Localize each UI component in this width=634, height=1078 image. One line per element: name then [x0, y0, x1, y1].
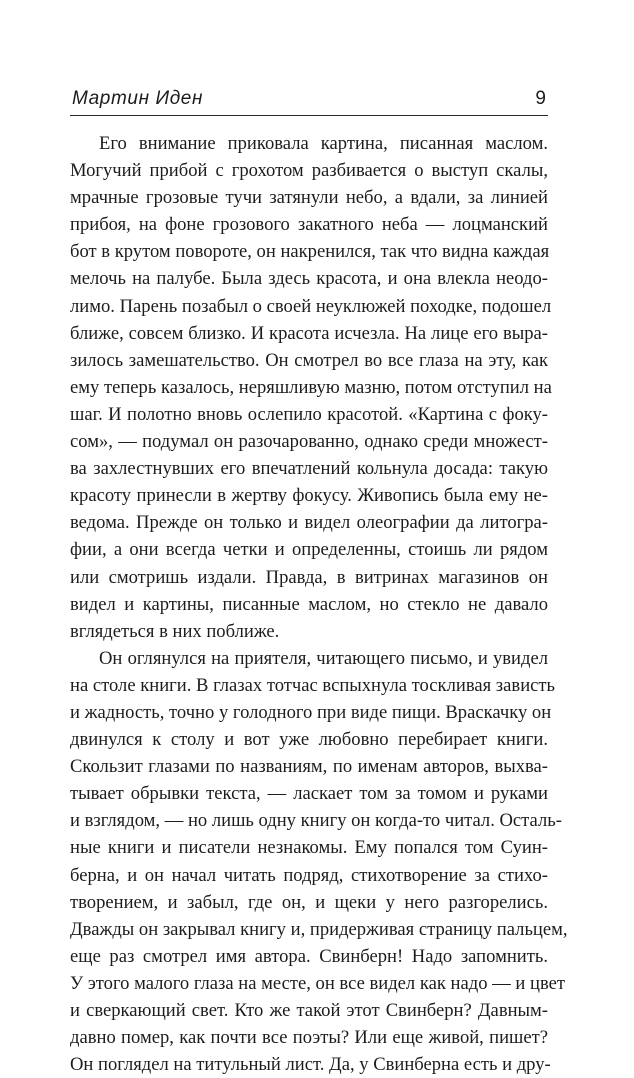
- text-line: или смотришь издали. Правда, в витринах магазинов он: [70, 566, 548, 588]
- running-head: [70, 86, 548, 114]
- paragraph: [70, 645, 568, 1078]
- text-line: Его внимание приковала картина, писанная маслом.: [99, 133, 548, 154]
- text-line: бот в крутом повороте, он накренился, так что видна каждая: [70, 241, 550, 263]
- text-line: шаг. И полотно вновь ослепило красотой. «Картина с фоку-: [70, 403, 548, 425]
- text-line: мрачные грозовые тучи затянули небо, а вдали, за линией: [70, 187, 548, 209]
- text-line: на столе книги. В глазах тотчас вспыхнула тоскливая зависть: [70, 674, 555, 696]
- text-line: и жадность, точно у голодного при виде пищи. Враскачку он: [70, 701, 552, 723]
- text-line: и взглядом, — но лишь одну книгу он когда-то читал. Осталь-: [70, 810, 562, 832]
- text-line: ему теперь казалось, неряшливую мазню, потом отступил на: [70, 376, 552, 398]
- text-line: Могучий прибой с грохотом разбивается о выступ скалы,: [70, 160, 548, 182]
- running-head-title: Мартин Иден: [72, 88, 204, 109]
- text-line: еще раз смотрел имя автора. Свинберн! Надо запомнить.: [70, 945, 548, 967]
- text-line: творением, и забыл, где он, и щеки у него разгорелись.: [70, 891, 548, 913]
- text-line: ведома. Прежде он только и видел олеографии да литогра-: [70, 512, 548, 534]
- text-line: У этого малого глаза на месте, он все видел как надо — и цвет: [70, 972, 565, 994]
- text-line: вглядеться в них поближе.: [70, 620, 280, 642]
- text-line: зилось замешательство. Он смотрел во все глаза на эту, как: [70, 349, 548, 371]
- text-line: и сверкающий свет. Кто же такой этот Свинберн? Давным-: [70, 1000, 548, 1021]
- text-line: Скользит глазами по названиям, по именам авторов, выхва-: [70, 756, 548, 778]
- text-line: ва захлестнувших его впечатлений кольнула досада: такую: [70, 458, 548, 480]
- text-line: прибоя, на фоне грозового закатного неба — лоцманский: [70, 214, 548, 236]
- text-line: лимо. Парень позабыл о своей неуклюжей походке, подошел: [70, 295, 552, 317]
- text-line: берна, и он начал читать подряд, стихотворение за стихо-: [70, 864, 548, 886]
- paragraph: [70, 130, 552, 645]
- text-line: тывает обрывки текста, — ласкает том за томом и руками: [70, 783, 548, 805]
- text-line: видел и картины, писанные маслом, но стекло не давало: [70, 593, 548, 615]
- text-line: сом», — подумал он разочарованно, однако среди множест-: [70, 431, 548, 453]
- text-line: Он поглядел на титульный лист. Да, у Свинберна есть и дру-: [70, 1054, 551, 1076]
- body-text: [70, 130, 568, 1078]
- page-number: 9: [535, 88, 546, 109]
- text-line: мелочь на палубе. Была здесь красота, и она влекла неодо-: [70, 268, 548, 290]
- text-line: ближе, совсем близко. И красота исчезла. На лице его выра-: [70, 322, 548, 344]
- text-line: давно помер, как почти все поэты? Или еще живой, пишет?: [70, 1027, 548, 1049]
- text-line: Дважды он закрывал книгу и, придерживая страницу пальцем,: [70, 918, 568, 940]
- text-line: красоту принесли в жертву фокусу. Живопись была ему не-: [70, 485, 548, 507]
- text-line: фии, а они всегда четки и определенны, стоишь ли рядом: [70, 539, 548, 561]
- text-line: Он оглянулся на приятеля, читающего письмо, и увидел: [99, 647, 548, 669]
- text-line: двинулся к столу и вот уже любовно перебирает книги.: [70, 729, 548, 751]
- text-line: ные книги и писатели незнакомы. Ему попался том Суин-: [70, 837, 548, 859]
- header-rule: [70, 115, 548, 116]
